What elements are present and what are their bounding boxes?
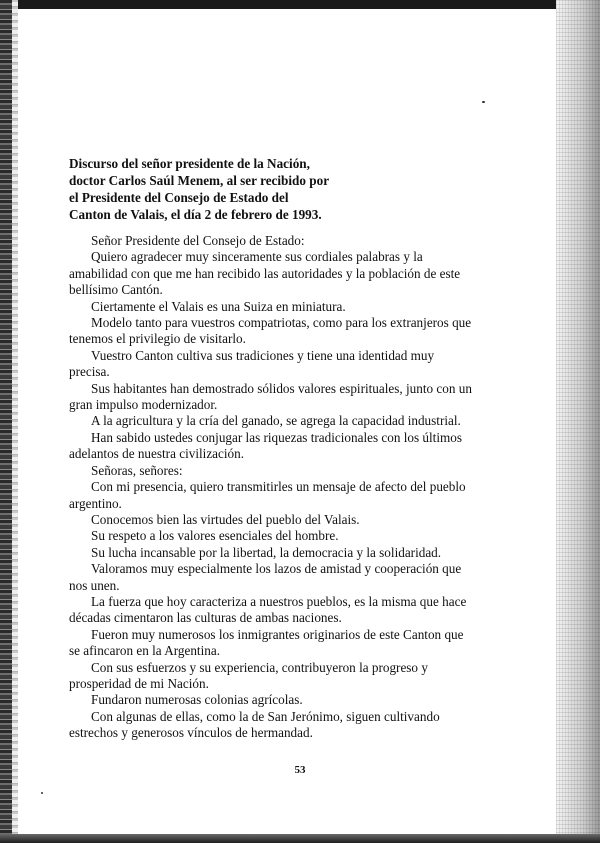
paragraph: La fuerza que hoy caracteriza a nuestros pueblos, es la misma que hace décadas cimentaron las culturas de ambas naciones. xyxy=(69,593,467,626)
title-line: el Presidente del Consejo de Estado del xyxy=(69,190,289,205)
scan-top-edge xyxy=(0,0,600,9)
paragraph: Fueron muy numerosos los inmigrantes originarios de este Canton que se afincaron en la Argentina. xyxy=(69,626,464,659)
page-number: 53 xyxy=(294,764,306,776)
speech-body xyxy=(69,233,474,742)
paragraph: Con sus esfuerzos y su experiencia, contribuyeron la progreso y prosperidad de mi Nación. xyxy=(69,659,428,691)
paragraph: Su lucha incansable por la libertad, la democracia y la solidaridad. xyxy=(91,544,442,560)
paragraph: Señor Presidente del Consejo de Estado: xyxy=(91,233,305,248)
title-line: Discurso del señor presidente de la Nación, xyxy=(69,156,310,171)
paragraph: Valoramos muy especialmente los lazos de amistad y cooperación que nos unen. xyxy=(69,561,462,593)
title-line: doctor Carlos Saúl Menem, al ser recibido por xyxy=(69,173,330,188)
paragraph: Sus habitantes han demostrado sólidos valores espirituales, junto con un gran impulso modernizador. xyxy=(69,380,472,413)
paragraph: Con algunas de ellas, como la de San Jerónimo, siguen cultivando estrechos y generosos vínculos de hermandad. xyxy=(69,708,440,741)
title-line: Canton de Valais, el día 2 de febrero de 1993. xyxy=(69,207,322,222)
scan-speck xyxy=(482,101,485,103)
scan-bottom-edge xyxy=(0,834,600,843)
paragraph: Su respeto a los valores esenciales del hombre. xyxy=(91,528,339,544)
scan-binding-shadow xyxy=(12,0,18,843)
paragraph: Han sabido ustedes conjugar las riquezas tradicionales con los últimos adelantos de nuestra civilización. xyxy=(69,429,462,462)
speech-title xyxy=(69,155,409,223)
scan-speck xyxy=(41,792,43,794)
scan-left-edge xyxy=(0,0,12,843)
paragraph: Con mi presencia, quiero transmitirles un mensaje de afecto del pueblo argentino. xyxy=(69,479,466,511)
paragraph: Conocemos bien las virtudes del pueblo del Valais. xyxy=(91,511,360,527)
paragraph: Modelo tanto para vuestros compatriotas, como para los extranjeros que tenemos el privilegio de visitarlo. xyxy=(69,315,472,347)
paragraph: Señoras, señores: xyxy=(91,462,183,478)
paragraph: Fundaron numerosas colonias agrícolas. xyxy=(91,692,303,708)
paragraph: Quiero agradecer muy sinceramente sus cordiales palabras y la amabilidad con que me han recibido las autoridades y la población de este bellísimo Cantón. xyxy=(69,249,461,298)
paragraph: Vuestro Canton cultiva sus tradiciones y tiene una identidad muy precisa. xyxy=(69,347,435,380)
paragraph: Ciertamente el Valais es una Suiza en miniatura. xyxy=(91,298,346,314)
scan-right-edge xyxy=(556,0,600,843)
paragraph: A la agricultura y la cría del ganado, se agrega la capacidad industrial. xyxy=(91,413,461,429)
